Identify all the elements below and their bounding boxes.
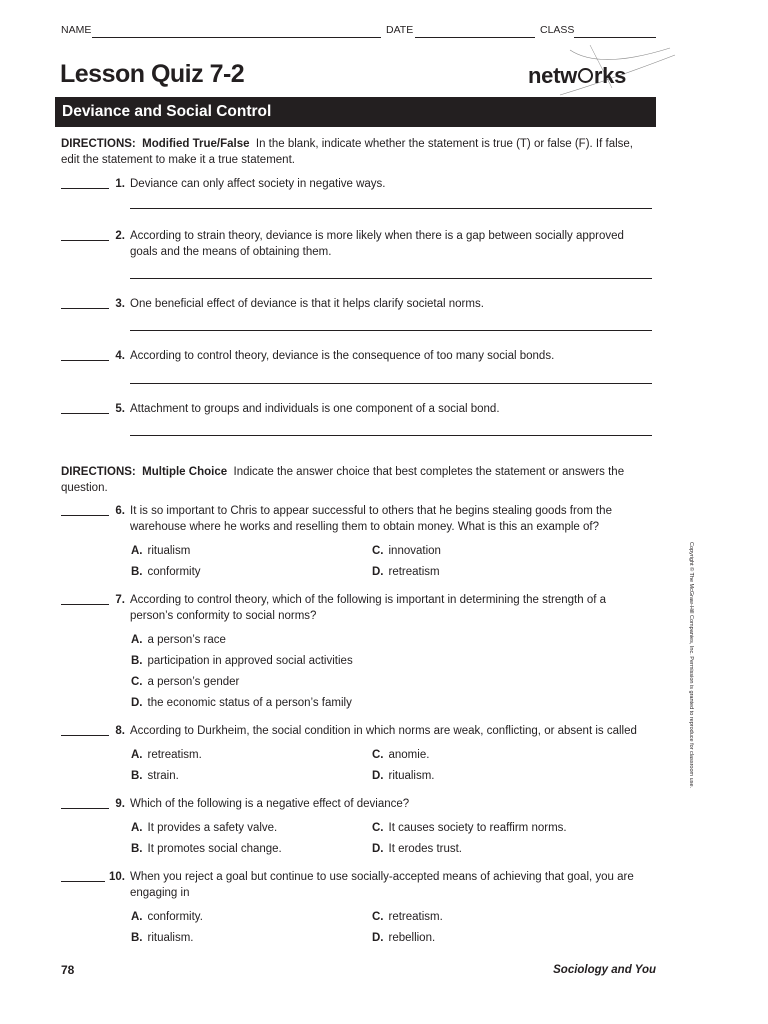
date-label: DATE (386, 24, 414, 36)
option-6a[interactable]: A. ritualism (131, 545, 191, 557)
name-label: NAME (61, 24, 92, 36)
question-number: 7. (115, 594, 125, 606)
answer-blank[interactable] (61, 188, 109, 189)
option-10a[interactable]: A. conformity. (131, 911, 203, 923)
answer-blank[interactable] (61, 515, 109, 516)
date-field[interactable] (415, 37, 535, 38)
correction-line[interactable] (130, 278, 652, 279)
question-text: According to control theory, which of the following is important in determining the strength of a person’s conformity to social norms? (130, 594, 607, 622)
option-10d[interactable]: D. rebellion. (372, 932, 436, 944)
directions-type: Multiple Choice (142, 466, 228, 478)
class-label: CLASS (540, 24, 575, 36)
correction-line[interactable] (130, 330, 652, 331)
question-text: One beneficial effect of deviance is that it helps clarify societal norms. (130, 298, 484, 310)
option-6d[interactable]: D. retreatism (372, 566, 440, 578)
question-number: 5. (115, 403, 125, 415)
answer-blank[interactable] (61, 240, 109, 241)
networks-logo: netw rks (528, 63, 627, 88)
option-8d[interactable]: D. ritualism. (372, 770, 435, 782)
question-text: Which of the following is a negative effect of deviance? (130, 798, 410, 810)
question-number: 3. (115, 298, 125, 310)
question-number: 9. (115, 798, 125, 810)
directions-text: Indicate the answer choice that best completes the statement or answers the question. (61, 466, 625, 494)
question-number: 6. (115, 505, 125, 517)
option-7b[interactable]: B. participation in approved social activities (131, 655, 353, 667)
page-title: Lesson Quiz 7-2 (60, 60, 245, 88)
option-8b[interactable]: B. strain. (131, 770, 179, 782)
question-text: Deviance can only affect society in negative ways. (130, 178, 386, 190)
logo-circle-icon (578, 68, 593, 83)
question-number: 10. (109, 871, 125, 883)
book-title: Sociology and You (553, 964, 656, 976)
question-text: According to control theory, deviance is the consequence of too many social bonds. (130, 350, 555, 362)
answer-blank[interactable] (61, 808, 109, 809)
answer-blank[interactable] (61, 413, 109, 414)
section-title: Deviance and Social Control (62, 103, 272, 120)
option-6c[interactable]: C. innovation (372, 545, 441, 557)
directions-label: DIRECTIONS: (61, 138, 136, 150)
directions-type: Modified True/False (142, 138, 250, 150)
page-number: 78 (61, 963, 75, 977)
option-9d[interactable]: D. It erodes trust. (372, 843, 463, 855)
question-number: 4. (115, 350, 125, 362)
copyright-notice: Copyright © The McGraw-Hill Companies, Inc. Permission is granted to reproduce for classroom use. (688, 542, 694, 789)
class-field[interactable] (574, 37, 656, 38)
question-number: 2. (115, 230, 125, 242)
option-8a[interactable]: A. retreatism. (131, 749, 202, 761)
question-text: According to Durkheim, the social condition in which norms are weak, conflicting, or absent is called (130, 725, 637, 737)
question-text: When you reject a goal but continue to use socially-accepted means of achieving that goal, you are engaging in (130, 871, 634, 899)
section-banner (55, 97, 656, 127)
option-9b[interactable]: B. It promotes social change. (131, 843, 282, 855)
correction-line[interactable] (130, 383, 652, 384)
question-text: It is so important to Chris to appear successful to others that he begins stealing goods from the warehouse where he works and reselling them to obtain money. What is this an example of? (130, 505, 612, 533)
answer-blank[interactable] (61, 360, 109, 361)
option-8c[interactable]: C. anomie. (372, 749, 430, 761)
option-7d[interactable]: D. the economic status of a person’s family (131, 697, 352, 709)
correction-line[interactable] (130, 435, 652, 436)
correction-line[interactable] (130, 208, 652, 209)
question-number: 1. (115, 178, 125, 190)
option-10b[interactable]: B. ritualism. (131, 932, 194, 944)
option-7c[interactable]: C. a person’s gender (131, 676, 240, 688)
answer-blank[interactable] (61, 308, 109, 309)
option-10c[interactable]: C. retreatism. (372, 911, 443, 923)
option-7a[interactable]: A. a person’s race (131, 634, 226, 646)
question-text: According to strain theory, deviance is more likely when there is a gap between socially approved goals and the means of obtaining them. (130, 230, 624, 258)
directions-multiple-choice (61, 464, 631, 496)
directions-text: In the blank, indicate whether the statement is true (T) or false (F). If false, edit the statement to make it a true statement. (61, 138, 633, 166)
option-9c[interactable]: C. It causes society to reaffirm norms. (372, 822, 567, 834)
directions-true-false (61, 136, 653, 168)
header-fields (61, 24, 656, 40)
answer-blank[interactable] (61, 881, 105, 882)
answer-blank[interactable] (61, 735, 109, 736)
question-text: Attachment to groups and individuals is one component of a social bond. (130, 403, 500, 415)
option-9a[interactable]: A. It provides a safety valve. (131, 822, 278, 834)
answer-blank[interactable] (61, 604, 109, 605)
option-6b[interactable]: B. conformity (131, 566, 201, 578)
directions-label: DIRECTIONS: (61, 466, 136, 478)
name-field[interactable] (92, 37, 381, 38)
question-number: 8. (115, 725, 125, 737)
